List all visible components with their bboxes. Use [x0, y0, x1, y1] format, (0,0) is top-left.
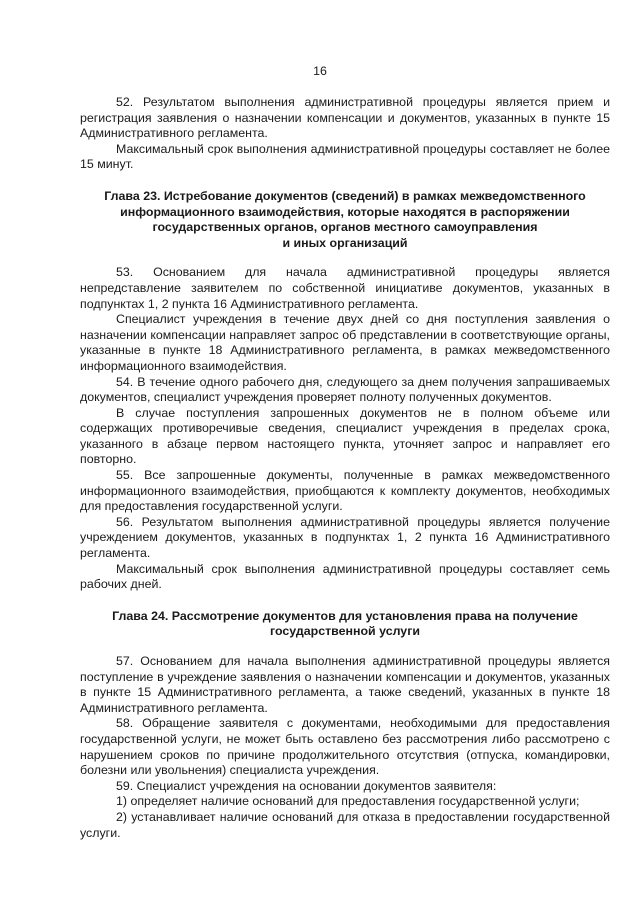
paragraph-53: 53. Основанием для начала административной процедуры является непредставление заявителем по собственной инициативе документов, указанных в подпунктах 1, 2 пункта 16 Административного регламента.: [80, 265, 610, 311]
paragraph-56-deadline: Максимальный срок выполнения административной процедуры составляет семь рабочих дней.: [80, 561, 610, 592]
paragraph-53-request: Специалист учреждения в течение двух дней со дня поступления заявления о назначении компенсации направляет запрос об представлении в соответствующие органы, указанные в пункте 18 Административного регламента, в рамках межведомственного информационного взаимодействия.: [80, 312, 610, 373]
paragraph-59-item-2: 2) устанавливает наличие оснований для отказа в предоставлении государственной услуги.: [80, 809, 610, 840]
paragraph-54-incomplete: В случае поступления запрошенных документов не в полном объеме или содержащих противоречивые сведения, специалист учреждения в пределах срока, указанного в абзаце первом настоящего пункта, уточняет запрос и направляет его повторно.: [80, 405, 610, 467]
paragraph-59-item-1: 1) определяет наличие оснований для предоставления государственной услуги;: [116, 794, 580, 809]
paragraph-58: 58. Обращение заявителя с документами, необходимыми для предоставления государственной услуги, не может быть оставлено без рассмотрения либо рассмотрено с нарушением сроков по причине продолжительного отсутствия (отпуска, командировки, болезни или увольнения) специалиста учреждения.: [80, 716, 610, 778]
paragraph-57: 57. Основанием для начала выполнения административной процедуры является поступление в учреждение заявления о назначении компенсации и документов, указанных в пункте 15 Административного регламента, а также сведений, указанных в пункте 18 Административного регламента.: [80, 654, 610, 715]
page-number: 16: [313, 64, 327, 78]
chapter-24-heading: Глава 24. Рассмотрение документов для установления права на получение государственной услуги: [112, 608, 578, 639]
paragraph-59: 59. Специалист учреждения на основании документов заявителя:: [116, 778, 497, 793]
paragraph-55: 55. Все запрошенные документы, полученные в рамках межведомственного информационного взаимодействия, приобщаются к комплекту документов, необходимых для предоставления государственной услуги.: [80, 468, 610, 514]
chapter-23-heading: Глава 23. Истребование документов (сведений) в рамках межведомственного информационного взаимодействия, которые находятся в распоряжении государственных органов, органов местного самоуправления и иных организаций: [104, 188, 586, 250]
paragraph-54: 54. В течение одного рабочего дня, следующего за днем получения запрашиваемых документов, специалист учреждения проверяет полноту полученных документов.: [80, 374, 610, 405]
paragraph-56: 56. Результатом выполнения административной процедуры является получение учреждением документов, указанных в подпунктах 1, 2 пункта 16 Административного регламента.: [80, 514, 610, 561]
paragraph-52-deadline: Максимальный срок выполнения административной процедуры составляет не более 15 минут.: [80, 141, 610, 172]
document-body: [80, 95, 610, 841]
paragraph-52: 52. Результатом выполнения административной процедуры является прием и регистрация заявления о назначении компенсации и документов, указанных в пункте 15 Административного регламента.: [80, 95, 610, 141]
